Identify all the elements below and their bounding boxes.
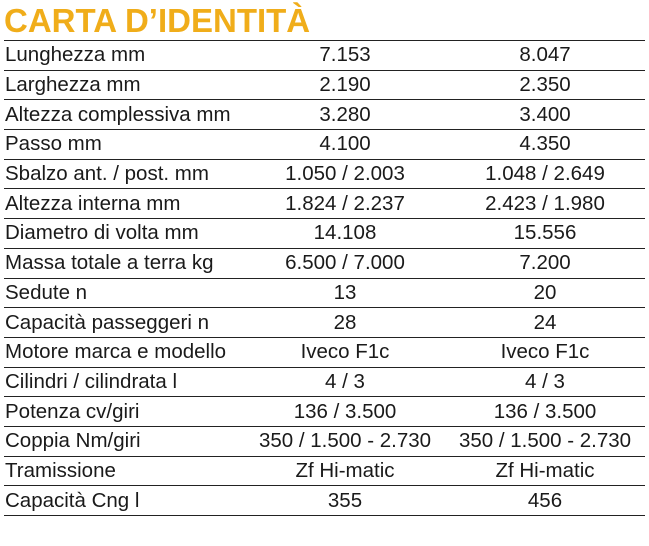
spec-value-col2: 136 / 3.500 xyxy=(493,399,597,423)
spec-value-col2: 4.350 xyxy=(519,132,571,156)
spec-label: Larghezza mm xyxy=(5,73,141,97)
table-row xyxy=(4,338,645,368)
table-row xyxy=(4,160,645,190)
table-row xyxy=(4,368,645,398)
table-row xyxy=(4,130,645,160)
spec-value-col1: 350 / 1.500 - 2.730 xyxy=(258,429,432,453)
spec-label: Potenza cv/giri xyxy=(5,399,140,423)
spec-value-col1: 13 xyxy=(333,280,357,304)
spec-value-col2: 3.400 xyxy=(519,102,571,126)
spec-value-col1: 1.824 / 2.237 xyxy=(285,191,405,215)
spec-value-col1: 136 / 3.500 xyxy=(293,399,397,423)
spec-value-col2: 20 xyxy=(533,280,557,304)
spec-value-col1: 2.190 xyxy=(319,73,371,97)
table-row xyxy=(4,249,645,279)
spec-value-col2: 2.423 / 1.980 xyxy=(485,191,605,215)
table-row xyxy=(4,71,645,101)
spec-label: Massa totale a terra kg xyxy=(5,251,214,275)
table-row xyxy=(4,486,645,516)
spec-value-col1: Iveco F1c xyxy=(300,340,390,364)
spec-label: Lunghezza mm xyxy=(5,43,146,67)
table-row xyxy=(4,100,645,130)
spec-value-col2: 4 / 3 xyxy=(525,369,565,393)
spec-value-col1: Zf Hi-matic xyxy=(295,458,395,482)
spec-label: Coppia Nm/giri xyxy=(5,429,141,453)
table-row xyxy=(4,457,645,487)
spec-value-col2: Zf Hi-matic xyxy=(495,458,595,482)
spec-label: Tramissione xyxy=(5,458,116,482)
spec-value-col1: 6.500 / 7.000 xyxy=(285,251,405,275)
spec-value-col1: 14.108 xyxy=(313,221,377,245)
spec-value-col2: 350 / 1.500 - 2.730 xyxy=(458,429,632,453)
table-row xyxy=(4,41,645,71)
spec-label: Motore marca e modello xyxy=(5,340,227,364)
spec-value-col2: 15.556 xyxy=(513,221,577,245)
table-row xyxy=(4,308,645,338)
spec-label: Altezza complessiva mm xyxy=(5,102,231,126)
spec-table xyxy=(4,40,645,516)
table-row xyxy=(4,219,645,249)
spec-value-col1: 28 xyxy=(333,310,357,334)
spec-value-col2: 24 xyxy=(533,310,557,334)
spec-value-col1: 4.100 xyxy=(319,132,371,156)
spec-label: Capacità Cng l xyxy=(5,488,140,512)
spec-label: Cilindri / cilindrata l xyxy=(5,369,178,393)
spec-value-col2: Iveco F1c xyxy=(500,340,590,364)
spec-label: Sbalzo ant. / post. mm xyxy=(5,162,209,186)
table-row xyxy=(4,279,645,309)
spec-label: Sedute n xyxy=(5,280,88,304)
spec-value-col1: 4 / 3 xyxy=(325,369,365,393)
spec-label: Altezza interna mm xyxy=(5,191,181,215)
spec-label: Passo mm xyxy=(5,132,102,156)
spec-label: Diametro di volta mm xyxy=(5,221,199,245)
table-row xyxy=(4,397,645,427)
page-title: CARTA D’IDENTITÀ xyxy=(4,2,311,39)
spec-value-col2: 456 xyxy=(527,488,563,512)
spec-label: Capacità passeggeri n xyxy=(5,310,209,334)
spec-value-col1: 7.153 xyxy=(319,43,371,67)
spec-value-col1: 355 xyxy=(327,488,363,512)
table-row xyxy=(4,189,645,219)
spec-value-col2: 1.048 / 2.649 xyxy=(485,162,605,186)
spec-value-col2: 8.047 xyxy=(519,43,571,67)
spec-value-col2: 7.200 xyxy=(519,251,571,275)
table-row xyxy=(4,427,645,457)
spec-value-col1: 1.050 / 2.003 xyxy=(285,162,405,186)
spec-value-col2: 2.350 xyxy=(519,73,571,97)
spec-value-col1: 3.280 xyxy=(319,102,371,126)
